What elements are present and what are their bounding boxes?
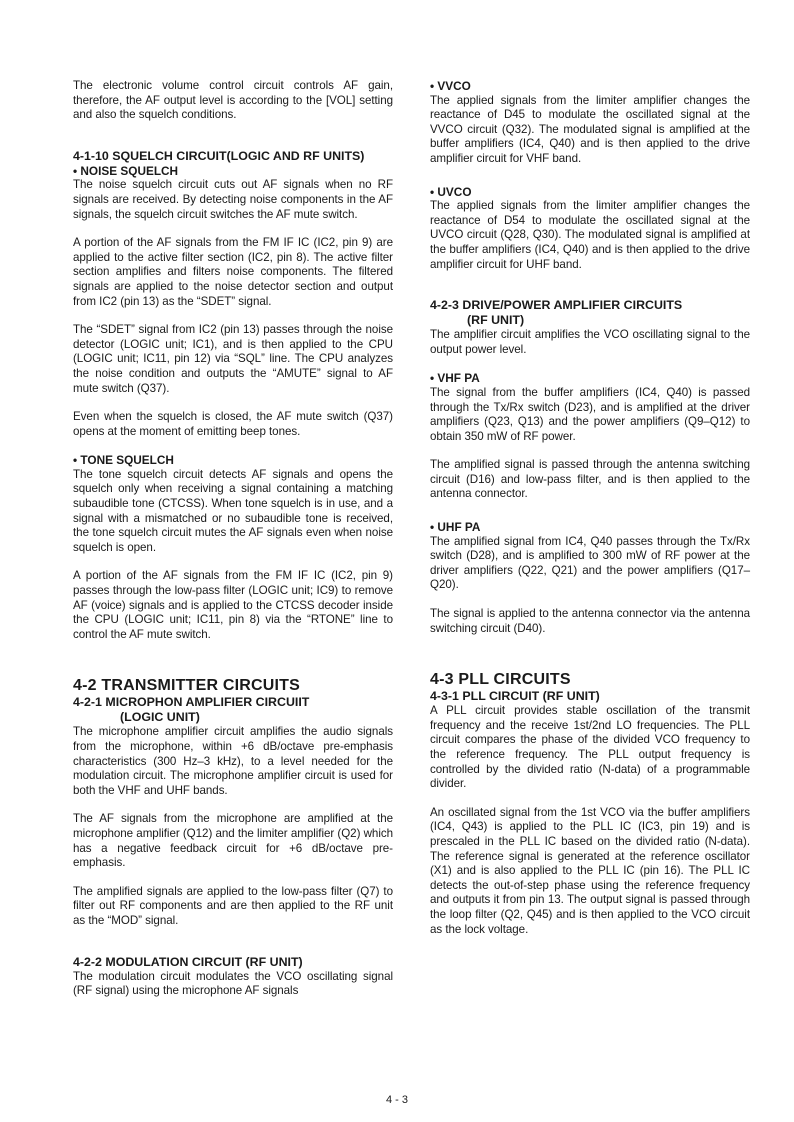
tone-squelch-title: • TONE SQUELCH [73,453,174,468]
drive-power-amp-heading-line1: 4-2-3 DRIVE/POWER AMPLIFIER CIRCUITS [430,298,683,313]
mic-amp-paragraph-3: The amplified signals are applied to the low-pass filter (Q7) to filter out RF components and are then applied to the RF unit as the “MOD” signal. [73,884,393,927]
uhf-pa-paragraph-2: The signal is applied to the antenna connector via the antenna switching circuit (D40). [430,607,750,635]
mic-amp-heading-line1: 4-2-1 MICROPHON AMPLIFIER CIRCUIIT [73,695,310,710]
noise-squelch-paragraph-3: The “SDET” signal from IC2 (pin 13) passes through the noise detector (LOGIC unit; IC1), and is then applied to the CPU (LOGIC unit; IC11, pin 12) via “SQL” line. The CPU analyzes the noise condition and outputs the “AMUTE” signal to AF mute switch (Q37). [73,323,393,395]
drive-power-amp-paragraph: The amplifier circuit amplifies the VCO oscillating signal to the output power level. [430,328,750,356]
mic-amp-paragraph-2: The AF signals from the microphone are amplified at the microphone amplifier (Q12) and the limiter amplifier (Q2) which has a negative feedback circuit for +6 dB/octave pre-emphasis. [73,812,393,870]
uhf-pa-title: • UHF PA [430,520,481,535]
noise-squelch-title: • NOISE SQUELCH [73,163,179,178]
vhf-pa-paragraph-2: The amplified signal is passed through the antenna switching circuit (D16) and low-pass filter, and is then applied to the antenna connector. [430,458,750,501]
vvco-title: • VVCO [430,79,471,93]
modulation-circuit-heading: 4-2-2 MODULATION CIRCUIT (RF UNIT) [73,954,303,969]
page-number: 4 - 3 [385,1094,408,1106]
squelch-circuit-heading: 4-1-10 SQUELCH CIRCUIT(LOGIC AND RF UNITS) [73,148,365,163]
mic-amp-paragraph-1: The microphone amplifier circuit amplifies the audio signals from the microphone, within +6 dB/octave pre-emphasis characteristics (300 Hz–3 kHz), to a level needed for the modulation circuit. The microphone amplifier circuit is used for both the VHF and UHF bands. [73,725,393,797]
intro-paragraph: The electronic volume control circuit controls AF gain, therefore, the AF output level is according to the [VOL] setting and also the squelch conditions. [73,79,393,122]
noise-squelch-paragraph-4: Even when the squelch is closed, the AF mute switch (Q37) opens at the moment of emitting beep tones. [73,410,393,438]
pll-circuits-heading: 4-3 PLL CIRCUITS [430,671,571,689]
vhf-pa-title: • VHF PA [430,371,480,386]
pll-circuit-subheading: 4-3-1 PLL CIRCUIT (RF UNIT) [430,689,600,704]
pll-paragraph-1: A PLL circuit provides stable oscillation of the transmit frequency and the receive 1st/2nd LO frequencies. The PLL circuit compares the phase of the divided VCO frequency to the reference frequency. The PLL output frequency is controlled by the divided ratio (N-data) of a programmable divider. [430,704,750,791]
right-column [430,79,750,937]
mic-amp-heading-line2: (LOGIC UNIT) [120,710,200,725]
tone-squelch-paragraph-2: A portion of the AF signals from the FM IF IC (IC2, pin 9) passes through the low-pass filter (LOGIC unit; IC9) to remove AF (voice) signals and is applied to the CTCSS decoder inside the CPU (LOGIC unit; IC11, pin 8) via the “RTONE” line to control the AF mute switch. [73,569,393,641]
noise-squelch-paragraph-1: The noise squelch circuit cuts out AF signals when no RF signals are received. By detecting noise components in the AF signals, the squelch circuit switches the AF mute switch. [73,178,393,221]
vvco-paragraph: The applied signals from the limiter amplifier changes the reactance of D45 to modulate the oscillated signal at the VVCO circuit (Q32). The modulated signal is amplified at the buffer amplifiers (IC4, Q40) and is then applied to the drive amplifier circuit for VHF band. [430,93,750,165]
uvco-title: • UVCO [430,184,472,199]
left-column [73,79,393,999]
drive-power-amp-heading-line2: (RF UNIT) [467,313,525,328]
uvco-paragraph: The applied signals from the limiter amplifier changes the reactance of D54 to modulate the oscillated signal at the UVCO circuit (Q28, Q30). The modulated signal is amplified at the buffer amplifiers (IC4, Q40) and is then applied to the drive amplifier circuit for UHF band. [430,199,750,271]
noise-squelch-paragraph-2: A portion of the AF signals from the FM IF IC (IC2, pin 9) are applied to the active filter section (IC2, pin 8). The active filter section amplifies and filters noise components. The filtered signals are applied to the noise detector section and output from IC2 (pin 13) as the “SDET” signal. [73,236,393,308]
tone-squelch-paragraph-1: The tone squelch circuit detects AF signals and opens the squelch only when receiving a signal containing a matching subaudible tone (CTCSS). When tone squelch is in use, and a signal with a mismatched or no subaudible tone is received, the tone squelch circuit mutes the AF signals even when noise squelch is open. [73,467,393,554]
vhf-pa-paragraph-1: The signal from the buffer amplifiers (IC4, Q40) is passed through the Tx/Rx switch (D23), and is amplified at the driver amplifiers (Q23, Q13) and the power amplifiers (Q9–Q12) to obtain 350 mW of RF power. [430,385,750,443]
pll-paragraph-2: An oscillated signal from the 1st VCO via the buffer amplifiers (IC4, Q43) is applied to the PLL IC (IC3, pin 19) and is prescaled in the PLL IC based on the divided ratio (N-data). The reference signal is generated at the reference oscillator (X1) and is also applied to the PLL IC (pin 16). The PLL IC detects the out-of-step phase using the reference frequency and outputs it from pin 13. The output signal is passed through the loop filter (Q2, Q45) and is then applied to the VCO circuit as the lock voltage. [430,805,750,936]
transmitter-circuits-heading: 4-2 TRANSMITTER CIRCUITS [73,677,301,695]
modulation-paragraph: The modulation circuit modulates the VCO oscillating signal (RF signal) using the microphone AF signals [73,969,393,998]
uhf-pa-paragraph-1: The amplified signal from IC4, Q40 passes through the Tx/Rx switch (D28), and is amplified to 300 mW of RF power at the driver amplifiers (Q22, Q21) and the power amplifiers (Q17–Q20). [430,534,750,592]
